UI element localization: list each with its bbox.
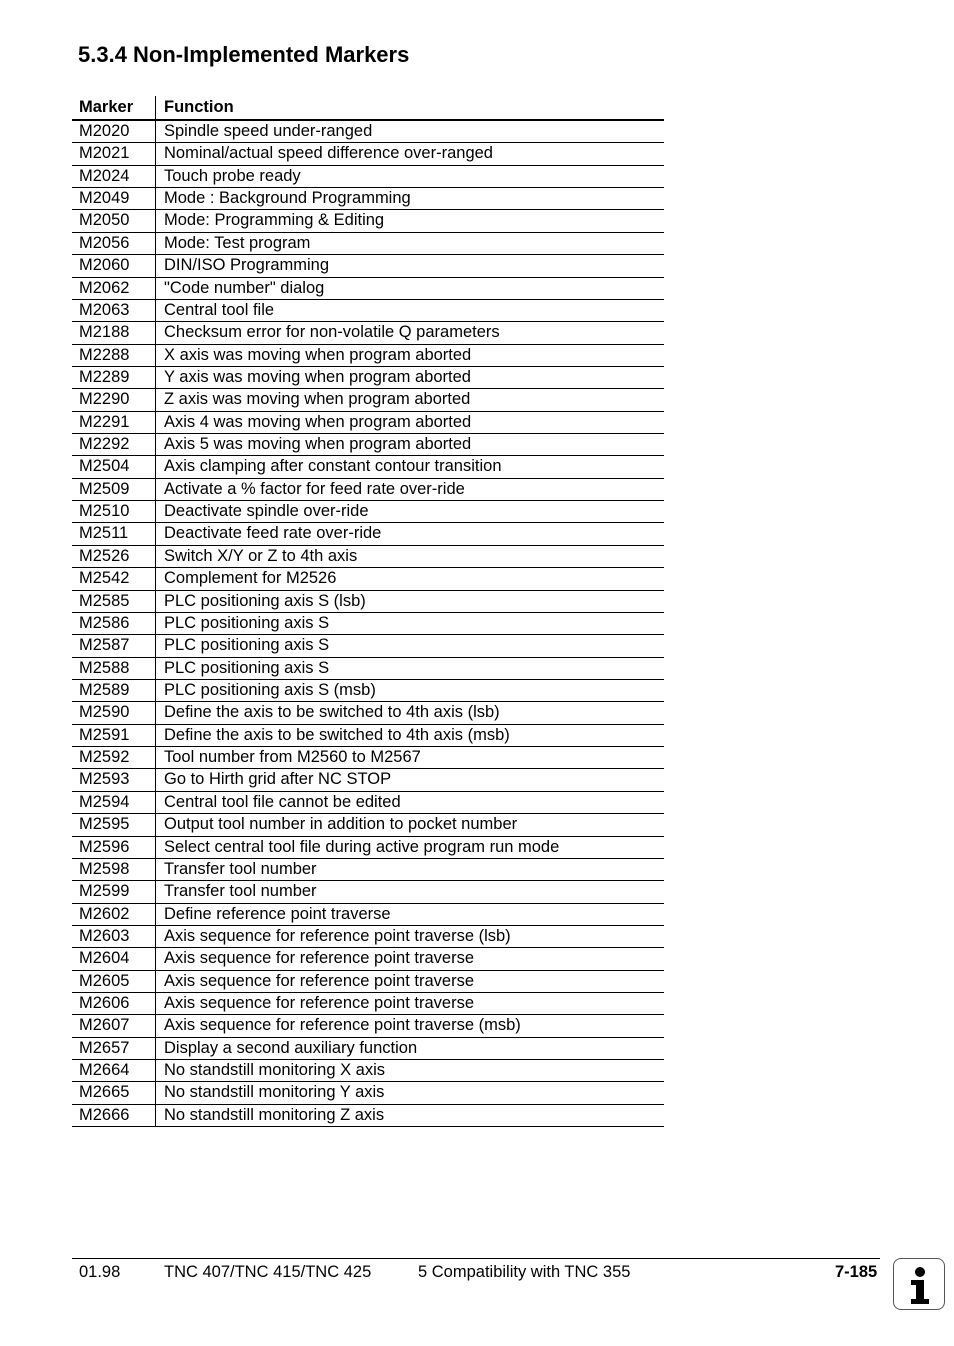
footer-chapter: 5 Compatibility with TNC 355 [418,1263,631,1281]
table-row [72,971,664,993]
marker-cell: M2188 [72,322,156,343]
function-cell: Z axis was moving when program aborted [164,390,471,409]
marker-cell: M2604 [72,948,156,969]
table-row [72,1060,664,1082]
table-row [72,188,664,210]
table-row [72,948,664,970]
function-cell: Mode: Test program [164,233,311,252]
table-row [72,300,664,322]
table-row [72,613,664,635]
marker-cell: M2290 [72,389,156,410]
function-cell: Mode: Programming & Editing [164,211,385,230]
function-cell: Central tool file cannot be edited [164,792,401,811]
marker-cell: M2288 [72,345,156,366]
marker-cell: M2021 [72,143,156,164]
function-cell: Axis sequence for reference point traverse (lsb) [164,926,511,945]
table-row [72,1105,664,1127]
marker-cell: M2024 [72,166,156,187]
table-row [72,859,664,881]
marker-cell: M2590 [72,702,156,723]
table-row [72,814,664,836]
function-cell: Deactivate spindle over-ride [164,502,369,521]
table-row [72,568,664,590]
table-row [72,1082,664,1104]
function-cell: Axis 4 was moving when program aborted [164,412,472,431]
marker-cell: M2591 [72,725,156,746]
function-cell: PLC positioning axis S [164,658,330,677]
marker-cell: M2050 [72,210,156,231]
function-cell: Axis sequence for reference point traverse (msb) [164,1016,521,1035]
function-cell: Define the axis to be switched to 4th axis (lsb) [164,703,500,722]
markers-table [72,96,664,1127]
marker-cell: M2511 [72,523,156,544]
marker-cell: M2289 [72,367,156,388]
marker-cell: M2062 [72,278,156,299]
table-row [72,993,664,1015]
function-cell: Define reference point traverse [164,904,391,923]
marker-cell: M2585 [72,591,156,612]
table-row [72,658,664,680]
marker-cell: M2056 [72,233,156,254]
function-cell: Y axis was moving when program aborted [164,367,471,386]
table-body [72,121,664,1127]
column-header-marker: Marker [72,96,156,119]
table-row [72,434,664,456]
table-row [72,1038,664,1060]
marker-cell: M2605 [72,971,156,992]
function-cell: X axis was moving when program aborted [164,345,472,364]
function-cell: Axis sequence for reference point traverse [164,994,474,1013]
marker-cell: M2063 [72,300,156,321]
page-number: 7-185 [835,1263,878,1281]
function-cell: PLC positioning axis S (lsb) [164,591,366,610]
table-row [72,904,664,926]
marker-cell: M2599 [72,881,156,902]
table-row [72,367,664,389]
marker-cell: M2607 [72,1015,156,1036]
marker-cell: M2598 [72,859,156,880]
function-cell: Define the axis to be switched to 4th axis (msb) [164,725,510,744]
table-row [72,322,664,344]
marker-cell: M2603 [72,926,156,947]
function-cell: Switch X/Y or Z to 4th axis [164,546,358,565]
function-cell: Activate a % factor for feed rate over-ride [164,479,465,498]
table-row [72,501,664,523]
column-header-function: Function [164,98,234,116]
footer-date: 01.98 [79,1263,121,1281]
marker-cell: M2020 [72,121,156,142]
function-cell: Complement for M2526 [164,569,337,588]
function-cell: DIN/ISO Programming [164,256,330,275]
marker-cell: M2592 [72,747,156,768]
table-row [72,725,664,747]
table-row [72,255,664,277]
table-header [72,96,664,121]
table-row [72,479,664,501]
function-cell: PLC positioning axis S [164,636,330,655]
marker-cell: M2510 [72,501,156,522]
table-row [72,412,664,434]
function-cell: Go to Hirth grid after NC STOP [164,770,392,789]
function-cell: Touch probe ready [164,166,301,185]
table-row [72,591,664,613]
marker-cell: M2596 [72,837,156,858]
function-cell: PLC positioning axis S [164,613,330,632]
function-cell: No standstill monitoring Y axis [164,1083,385,1102]
function-cell: Axis sequence for reference point traverse [164,971,474,990]
marker-cell: M2588 [72,658,156,679]
function-cell: Nominal/actual speed difference over-ranged [164,144,493,163]
function-cell: Spindle speed under-ranged [164,122,373,140]
marker-cell: M2595 [72,814,156,835]
function-cell: Central tool file [164,300,275,319]
marker-cell: M2589 [72,680,156,701]
marker-cell: M2291 [72,412,156,433]
table-row [72,523,664,545]
table-row [72,926,664,948]
table-row [72,143,664,165]
info-icon [893,1258,945,1310]
table-row [72,881,664,903]
table-row [72,345,664,367]
marker-cell: M2657 [72,1038,156,1059]
marker-cell: M2664 [72,1060,156,1081]
table-row [72,233,664,255]
function-cell: Output tool number in addition to pocket number [164,815,518,834]
function-cell: Axis 5 was moving when program aborted [164,435,472,454]
marker-cell: M2666 [72,1105,156,1126]
table-row [72,546,664,568]
function-cell: Axis sequence for reference point traverse [164,949,474,968]
function-cell: No standstill monitoring Z axis [164,1105,385,1124]
function-cell: Mode : Background Programming [164,189,411,208]
table-row [72,456,664,478]
table-row [72,680,664,702]
function-cell: Transfer tool number [164,859,317,878]
table-row [72,389,664,411]
table-row [72,702,664,724]
function-cell: Deactivate feed rate over-ride [164,524,382,543]
marker-cell: M2586 [72,613,156,634]
table-row [72,635,664,657]
marker-cell: M2593 [72,769,156,790]
function-cell: "Code number" dialog [164,278,325,297]
table-row [72,1015,664,1037]
footer-rule [72,1258,880,1259]
table-row [72,278,664,300]
function-cell: Transfer tool number [164,882,317,901]
marker-cell: M2602 [72,904,156,925]
marker-cell: M2606 [72,993,156,1014]
marker-cell: M2509 [72,479,156,500]
table-row [72,837,664,859]
table-row [72,166,664,188]
marker-cell: M2594 [72,792,156,813]
table-row [72,747,664,769]
marker-cell: M2292 [72,434,156,455]
table-row [72,792,664,814]
function-cell: Display a second auxiliary function [164,1038,418,1057]
function-cell: No standstill monitoring X axis [164,1061,386,1080]
marker-cell: M2049 [72,188,156,209]
table-row [72,121,664,143]
marker-cell: M2665 [72,1082,156,1103]
function-cell: Select central tool file during active program run mode [164,837,560,856]
function-cell: PLC positioning axis S (msb) [164,680,376,699]
table-row [72,210,664,232]
marker-cell: M2504 [72,456,156,477]
function-cell: Tool number from M2560 to M2567 [164,748,421,767]
footer-model: TNC 407/TNC 415/TNC 425 [164,1263,372,1281]
section-heading: 5.3.4 Non-Implemented Markers [78,42,410,67]
marker-cell: M2542 [72,568,156,589]
table-row [72,769,664,791]
function-cell: Axis clamping after constant contour transition [164,457,502,476]
marker-cell: M2060 [72,255,156,276]
marker-cell: M2587 [72,635,156,656]
marker-cell: M2526 [72,546,156,567]
function-cell: Checksum error for non-volatile Q parameters [164,323,500,342]
